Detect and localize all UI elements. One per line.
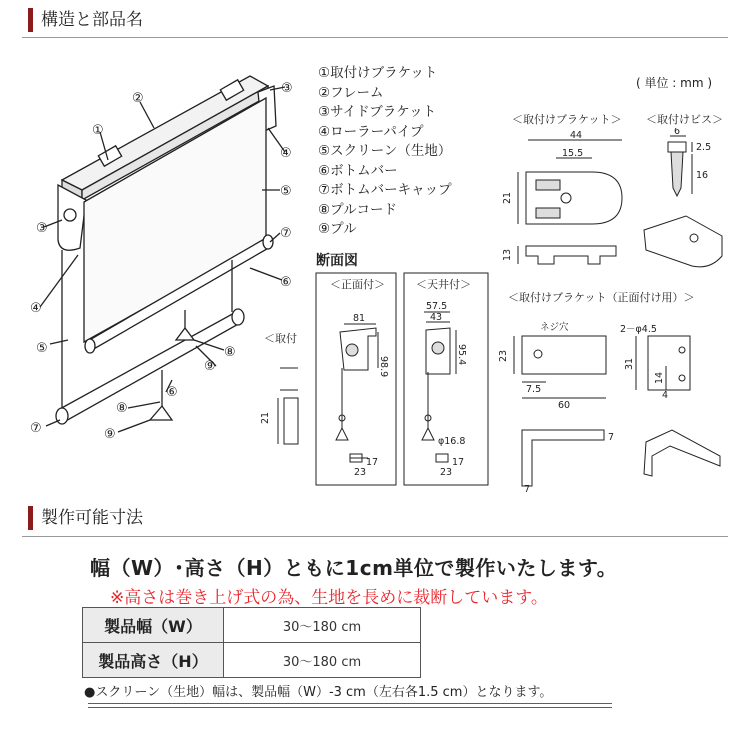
dim-screw-25: 2.5	[696, 142, 712, 153]
callout-7-left: ⑦	[30, 421, 42, 436]
cross-section-drawings	[250, 270, 495, 490]
footnote-underline	[88, 703, 612, 704]
parts-list-item: ②フレーム	[318, 84, 384, 101]
front-bracket-drawings	[496, 306, 750, 496]
callout-6-left: ⑥	[166, 385, 178, 400]
callout-5-left: ⑤	[36, 341, 48, 356]
dim-front-14: 14	[654, 371, 665, 384]
dim-front-width: 81	[353, 313, 366, 324]
production-headline: 幅（W）･高さ（H）ともに1cm単位で製作いたします。	[90, 556, 618, 580]
dim-ceiling-23: 23	[440, 467, 453, 478]
dim-front-75: 7.5	[526, 384, 542, 395]
dim-bracket-155: 15.5	[562, 148, 584, 159]
dim-ceiling-43: 43	[430, 312, 443, 323]
parts-list-item: ③サイドブラケット	[318, 104, 437, 120]
section-title-size: 製作可能寸法	[28, 506, 143, 530]
dim-ceiling-phi: φ16.8	[438, 436, 466, 447]
dim-front-23: 23	[498, 349, 509, 362]
callout-2: ②	[132, 91, 144, 106]
dim-front-23: 23	[354, 467, 367, 478]
callout-7-right: ⑦	[280, 226, 292, 241]
front-bracket-detail-label: ＜取付けブラケット（正面付け用）＞	[508, 291, 695, 304]
callout-1: ①	[92, 123, 104, 138]
callout-4-left: ④	[30, 301, 42, 316]
table-row	[83, 643, 421, 678]
height-value: 30～180 cm	[224, 643, 421, 678]
dim-bracket-13: 13	[502, 248, 513, 261]
dim-front-60: 60	[558, 400, 571, 411]
dim-partial-21: 21	[260, 411, 271, 424]
table-row	[83, 608, 421, 643]
dim-ceiling-17: 17	[452, 457, 465, 468]
size-table	[82, 607, 421, 678]
parts-list-item: ⑤スクリーン（生地）	[318, 143, 452, 159]
dim-front-17: 17	[366, 457, 379, 468]
parts-list-item: ①取付けブラケット	[318, 65, 438, 81]
callout-5-right: ⑤	[280, 184, 292, 199]
dim-bracket-21: 21	[502, 191, 513, 204]
callout-6-right: ⑥	[280, 275, 292, 290]
section-divider	[22, 536, 728, 537]
partial-mount-label: ＜取付	[264, 332, 297, 345]
callout-3-right: ③	[281, 81, 293, 96]
parts-list	[318, 64, 452, 240]
dim-screw-16: 16	[696, 170, 709, 181]
front-mount-label: ＜正面付＞	[330, 278, 385, 291]
parts-list-item: ⑦ボトムバーキャップ	[318, 182, 452, 198]
callout-9-left: ⑨	[104, 427, 116, 442]
height-label: 製品高さ（H）	[83, 643, 224, 678]
section-title-structure: 構造と部品名	[28, 8, 143, 32]
dim-ceiling-height: 95.4	[456, 344, 467, 366]
callout-3-left: ③	[36, 221, 48, 236]
callout-8-right: ⑧	[224, 345, 236, 360]
dim-front-height: 98.9	[378, 356, 389, 378]
dim-front-4: 4	[662, 390, 669, 401]
parts-list-item: ⑧プルコード	[318, 201, 398, 218]
parts-list-item: ⑨プル	[318, 221, 357, 237]
dim-front-hole-dia: 2－φ4.5	[620, 324, 657, 335]
screen-width-footnote: ●スクリーン（生地）幅は、製品幅（W）-3 cm（左右各1.5 cm）となります。	[84, 685, 553, 700]
screw-detail-label: ＜取付けビス＞	[646, 113, 723, 126]
cross-section-title: 断面図	[316, 253, 358, 269]
dim-screw-6: 6	[674, 128, 681, 137]
ceiling-mount-label: ＜天井付＞	[416, 278, 471, 291]
callout-9-right: ⑨	[204, 359, 216, 374]
bracket-detail-label: ＜取付けブラケット＞	[512, 113, 622, 126]
section-divider	[22, 37, 728, 38]
dim-ceiling-575: 57.5	[426, 301, 448, 312]
callout-8-left: ⑧	[116, 401, 128, 416]
parts-list-item: ⑥ボトムバー	[318, 162, 398, 179]
parts-list-item: ④ローラーパイプ	[318, 123, 424, 140]
footnote-underline	[88, 707, 612, 708]
width-label: 製品幅（W）	[83, 608, 224, 643]
production-note: ※高さは巻き上げ式の為、生地を長めに裁断しています。	[110, 588, 548, 608]
dim-front-7-side: 7	[524, 484, 531, 495]
callout-4-right: ④	[280, 146, 292, 161]
unit-label: ( 単位 : mm )	[636, 76, 713, 90]
dim-front-31: 31	[624, 357, 635, 370]
bracket-and-screw-drawings	[496, 128, 750, 280]
dim-front-screw-hole: ネジ穴	[540, 322, 569, 333]
dim-front-7-top: 7	[608, 432, 615, 443]
dim-bracket-44: 44	[570, 130, 583, 141]
width-value: 30～180 cm	[224, 608, 421, 643]
